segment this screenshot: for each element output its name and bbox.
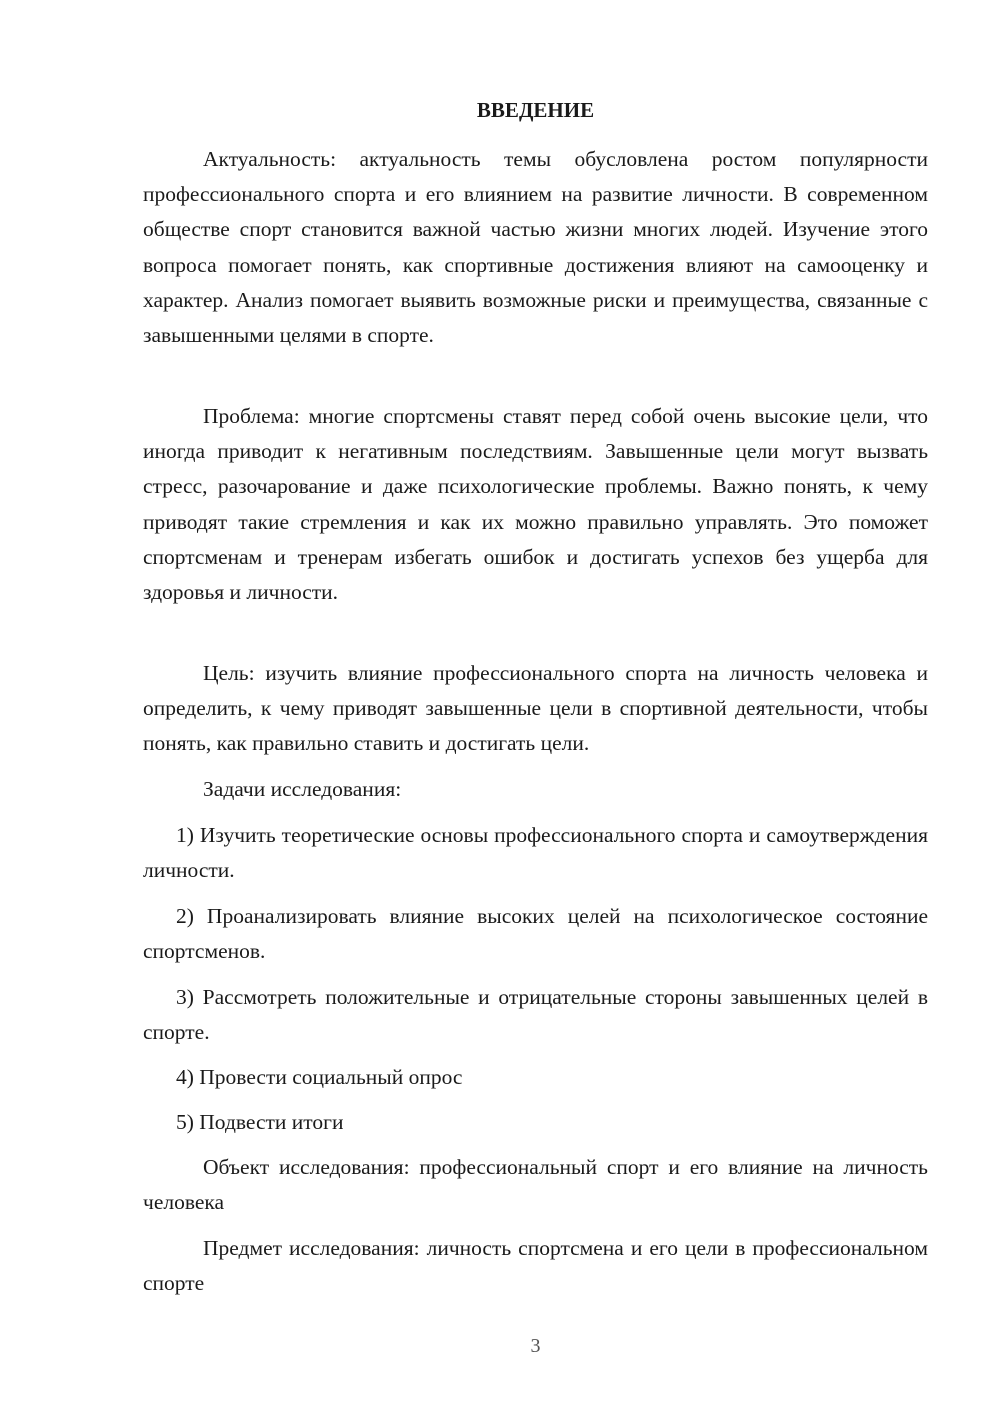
task-item-4: 4) Провести социальный опрос [176,1065,463,1089]
goal-paragraph: Цель: изучить влияние профессионального спорта на личность человека и определить, к чему приводят завышенные цели в спортивной деятельности, чтобы понять, как правильно ставить и достигать цели. [143,661,928,756]
task-item-3: 3) Рассмотреть положительные и отрицательные стороны завышенных целей в спорте. [143,985,928,1045]
page-number: 3 [530,1335,541,1357]
task-item-5: 5) Подвести итоги [176,1110,344,1134]
task-item-2: 2) Проанализировать влияние высоких целей на психологическое состояние спортсменов. [143,904,928,964]
tasks-heading: Задачи исследования: [203,777,402,801]
task-item-1: 1) Изучить теоретические основы профессионального спорта и самоутверждения личности. [143,823,928,883]
page-title: ВВЕДЕНИЕ [476,98,595,122]
problem-paragraph: Проблема: многие спортсмены ставят перед собой очень высокие цели, что иногда приводит к негативным последствиям. Завышенные цели могут вызвать стресс, разочарование и даже психологические проблемы. Важно понять, к чему приводят такие стремления и как их можно правильно управлять. Это поможет спортсменам и тренерам избегать ошибок и достигать успехов без ущерба для здоровья и личности. [143,404,928,605]
relevance-paragraph: Актуальность: актуальность темы обусловлена ростом популярности профессионального спорта и его влиянием на развитие личности. В современном обществе спорт становится важной частью жизни многих людей. Изучение этого вопроса помогает понять, как спортивные достижения влияют на самооценку и характер. Анализ помогает выявить возможные риски и преимущества, связанные с завышенными целями в спорте. [143,147,928,348]
subject-paragraph: Предмет исследования: личность спортсмена и его цели в профессиональном спорте [143,1236,928,1296]
object-paragraph: Объект исследования: профессиональный спорт и его влияние на личность человека [143,1155,928,1215]
